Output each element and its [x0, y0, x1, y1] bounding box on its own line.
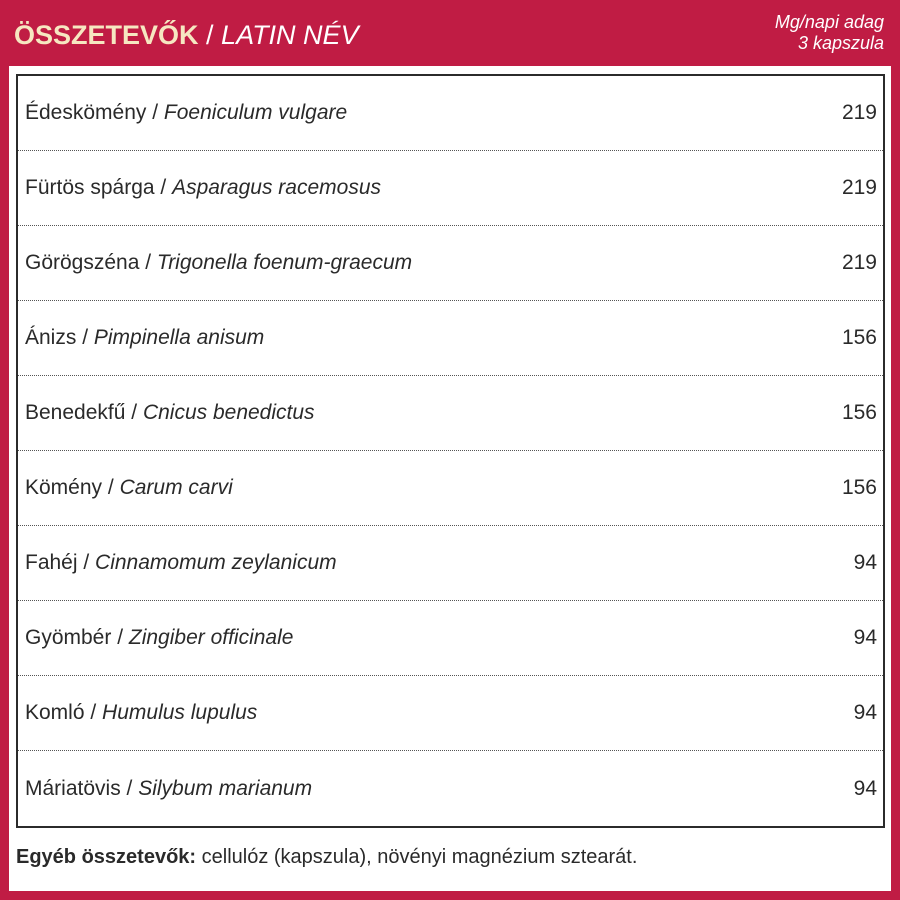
header-title-separator: / — [198, 20, 222, 50]
mg-value: 94 — [853, 701, 877, 724]
table-row — [18, 376, 883, 451]
latin-name: Foeniculum vulgare — [163, 101, 348, 124]
mg-value: 94 — [853, 626, 877, 649]
latin-name: Zingiber officinale — [128, 626, 294, 649]
dose-line-1: Mg/napi adag — [774, 12, 884, 32]
other-ingredients-label: Egyéb összetevők: — [16, 846, 197, 868]
mg-value: 219 — [841, 176, 877, 199]
mg-value: 156 — [841, 326, 877, 349]
common-name: Gyömbér — [25, 626, 112, 649]
ingredient-name — [25, 101, 347, 125]
ingredient-name — [25, 476, 233, 500]
table-row — [18, 226, 883, 301]
latin-name: Asparagus racemosus — [172, 176, 382, 199]
ingredient-name — [25, 551, 337, 575]
name-separator: / — [139, 251, 157, 274]
common-name: Ánizs — [25, 326, 77, 349]
common-name: Görögszéna — [25, 251, 140, 274]
name-separator: / — [146, 101, 164, 124]
name-separator: / — [111, 626, 129, 649]
table-row — [18, 751, 883, 826]
common-name: Komló — [25, 701, 85, 724]
table-row — [18, 601, 883, 676]
mg-value: 219 — [841, 101, 877, 124]
table-row — [18, 151, 883, 226]
mg-value: 94 — [853, 776, 877, 800]
mg-value: 156 — [841, 401, 877, 424]
ingredient-name — [25, 176, 381, 200]
table-row — [18, 76, 883, 151]
name-separator: / — [84, 701, 103, 724]
latin-name: Cnicus benedictus — [142, 401, 315, 424]
mg-value: 94 — [853, 551, 877, 574]
table-row — [18, 526, 883, 601]
name-separator: / — [102, 476, 120, 499]
other-ingredients — [16, 846, 637, 869]
header-title-latin: LATIN NÉV — [221, 20, 359, 50]
common-name: Fahéj — [25, 551, 78, 574]
header-title-main: ÖSSZETEVŐK — [14, 20, 199, 50]
latin-name: Silybum marianum — [138, 776, 313, 800]
latin-name: Humulus lupulus — [102, 701, 258, 724]
name-separator: / — [125, 401, 143, 424]
mg-value: 156 — [841, 476, 877, 499]
ingredient-name — [25, 326, 264, 350]
header-bar — [0, 0, 900, 66]
common-name: Kömény — [25, 476, 103, 499]
common-name: Fürtös spárga — [25, 176, 155, 199]
latin-name: Trigonella foenum-graecum — [156, 251, 413, 274]
name-separator: / — [77, 551, 96, 574]
name-separator: / — [120, 776, 139, 800]
table-row — [18, 451, 883, 526]
latin-name: Carum carvi — [119, 476, 233, 499]
dose-header — [775, 12, 884, 54]
latin-name: Cinnamomum zeylanicum — [95, 551, 337, 574]
ingredients-table — [16, 74, 885, 828]
ingredient-name — [25, 251, 412, 275]
dose-line-2: 3 kapszula — [797, 33, 884, 53]
common-name: Máriatövis — [25, 776, 121, 800]
ingredient-name — [25, 777, 312, 801]
ingredient-name — [25, 626, 293, 650]
name-separator: / — [154, 176, 173, 199]
table-row — [18, 301, 883, 376]
common-name: Benedekfű — [25, 401, 126, 424]
header-title — [14, 18, 359, 52]
content-panel — [9, 66, 891, 891]
mg-value: 219 — [841, 251, 877, 274]
other-ingredients-text: cellulóz (kapszula), növényi magnézium sztearát. — [196, 846, 638, 868]
ingredient-name — [25, 701, 257, 725]
ingredient-name — [25, 401, 315, 425]
table-row — [18, 676, 883, 751]
latin-name: Pimpinella anisum — [93, 326, 265, 349]
common-name: Édeskömény — [25, 101, 147, 124]
name-separator: / — [76, 326, 94, 349]
